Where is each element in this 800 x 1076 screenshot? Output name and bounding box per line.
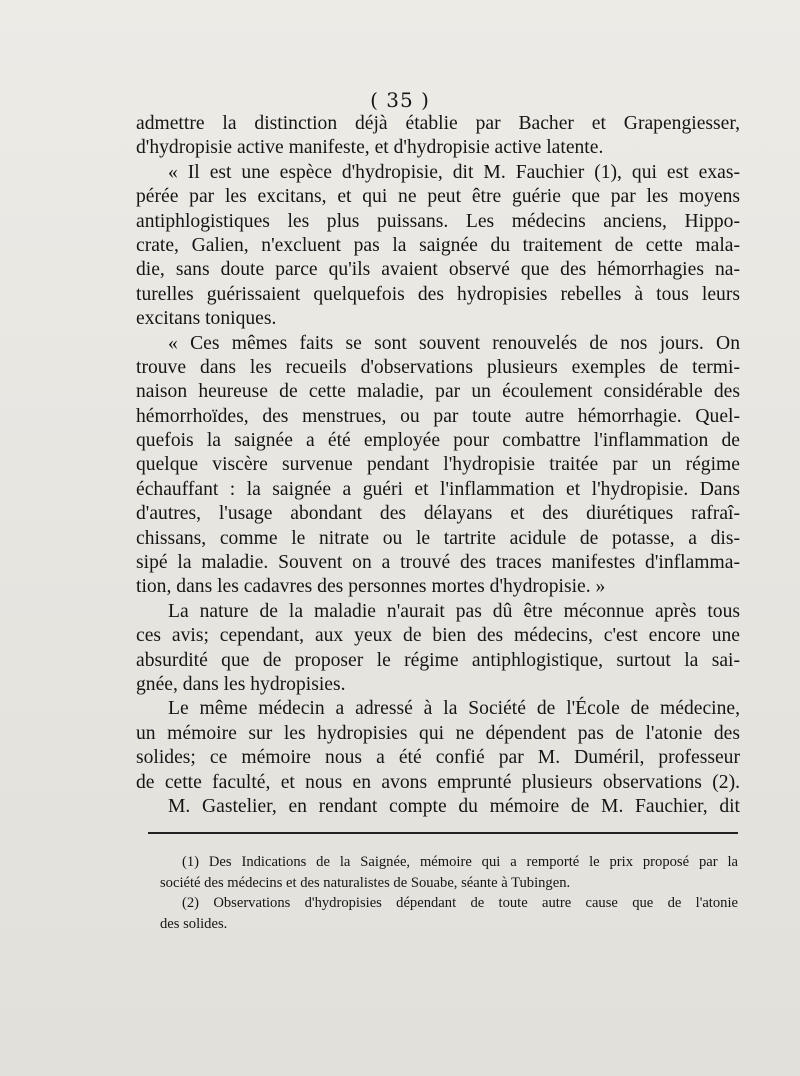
text-line: absurdité que de proposer le régime antiphlogistique, surtout la sai- bbox=[136, 649, 740, 671]
body-text bbox=[136, 112, 740, 819]
text-line: antiphlogistiques les plus puissans. Les médecins anciens, Hippo- bbox=[136, 210, 740, 232]
footnote-line: (1) Des Indications de la Saignée, mémoire qui a remporté le prix proposé par la bbox=[182, 854, 738, 870]
footnote-separator-rule bbox=[148, 832, 738, 834]
text-line: admettre la distinction déjà établie par Bacher et Grapengiesser, bbox=[136, 113, 740, 134]
text-line: solides; ce mémoire nous a été confié par M. Duméril, professeur bbox=[136, 747, 740, 769]
text-line: gnée, dans les hydropisies. bbox=[136, 673, 346, 695]
text-line: naison heureuse de cette maladie, par un écoulement considérable des bbox=[136, 381, 740, 403]
text-line: turelles guérissaient quelquefois des hydropisies rebelles à tous leurs bbox=[136, 283, 740, 305]
text-line: un mémoire sur les hydropisies qui ne dépendent pas de l'atonie des bbox=[136, 722, 740, 744]
text-line: chissans, comme le nitrate ou le tartrite acidule de potasse, a dis- bbox=[136, 527, 740, 549]
text-line: La nature de la maladie n'aurait pas dû être méconnue après tous bbox=[168, 600, 740, 622]
text-line: tion, dans les cadavres des personnes mortes d'hydropisie. » bbox=[136, 576, 606, 598]
text-line: trouve dans les recueils d'observations plusieurs exemples de termi- bbox=[136, 356, 740, 378]
text-line: quefois la saignée a été employée pour combattre l'inflammation de bbox=[136, 430, 740, 452]
footnotes bbox=[160, 852, 738, 934]
text-line: quelque viscère survenue pendant l'hydropisie traitée par un régime bbox=[136, 454, 740, 476]
text-line: excitans toniques. bbox=[136, 308, 277, 330]
footnote-line: société des médecins et des naturalistes de Souabe, séante à Tubingen. bbox=[160, 874, 571, 891]
text-line: « Ces mêmes faits se sont souvent renouvelés de nos jours. On bbox=[168, 332, 740, 354]
text-line: de cette faculté, et nous en avons emprunté plusieurs observations (2). bbox=[136, 771, 740, 793]
text-line: ces avis; cependant, aux yeux de bien des médecins, c'est encore une bbox=[136, 625, 740, 647]
text-line: Le même médecin a adressé à la Société de l'École de médecine, bbox=[168, 698, 740, 720]
footnote-line: (2) Observations d'hydropisies dépendant de toute autre cause que de l'atonie bbox=[182, 895, 738, 912]
text-line: M. Gastelier, en rendant compte du mémoire de M. Fauchier, dit bbox=[168, 795, 740, 817]
text-line: d'hydropisie active manifeste, et d'hydropisie active latente. bbox=[136, 137, 604, 159]
text-line: pérée par les excitans, et qui ne peut être guérie que par les moyens bbox=[136, 186, 740, 208]
text-line: « Il est une espèce d'hydropisie, dit M. Fauchier (1), qui est exas- bbox=[168, 161, 740, 183]
text-line: hémorrhoïdes, des menstrues, ou par toute autre hémorrhagie. Quel- bbox=[136, 405, 740, 427]
page-number: ( 35 ) bbox=[370, 88, 430, 112]
text-line: die, sans doute parce qu'ils avaient observé que des hémorrhagies na- bbox=[136, 259, 740, 281]
footnote-line: des solides. bbox=[160, 915, 228, 932]
text-line: échauffant : la saignée a guéri et l'inflammation et l'hydropisie. Dans bbox=[136, 478, 740, 500]
text-line: sipé la maladie. Souvent on a trouvé des traces manifestes d'inflamma- bbox=[136, 552, 740, 574]
text-line: d'autres, l'usage abondant des délayans et des diurétiques rafraî- bbox=[136, 503, 740, 525]
text-line: crate, Galien, n'excluent pas la saignée du traitement de cette mala- bbox=[136, 234, 740, 256]
